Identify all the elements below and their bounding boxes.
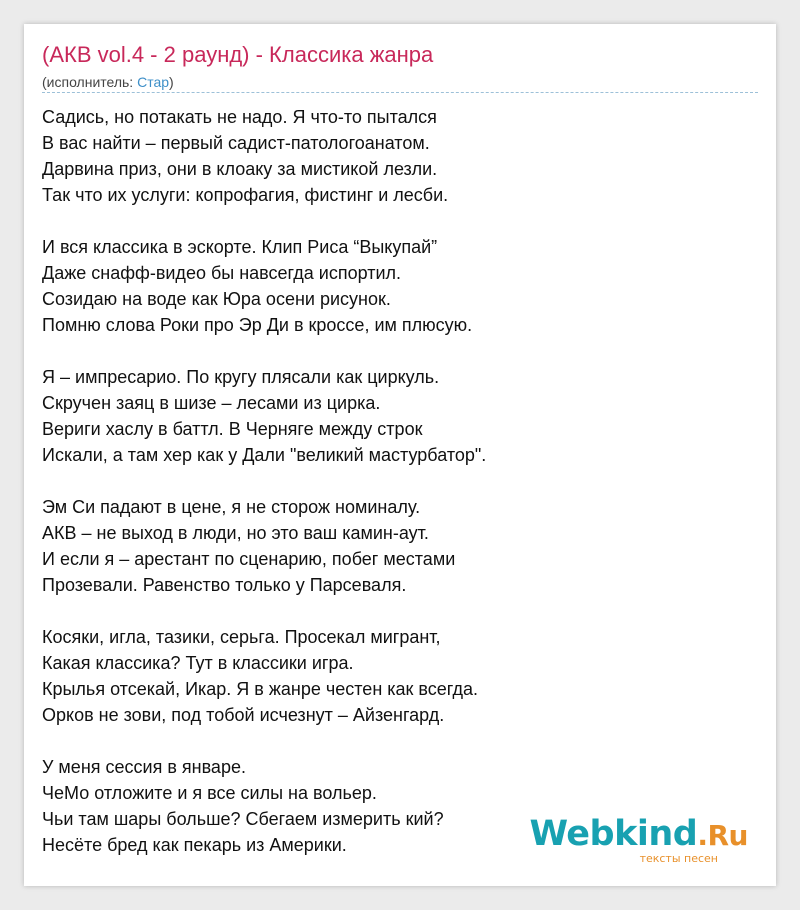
brand-logo: [529, 816, 748, 854]
byline-suffix: ): [169, 74, 174, 90]
lyric-line: И вся классика в эскорте. Клип Риса “Выкупай”: [42, 237, 438, 257]
lyric-line: Садись, но потакать не надо. Я что-то пытался: [42, 107, 437, 127]
lyric-line: Даже снафф-видео бы навсегда испортил.: [42, 263, 402, 283]
site-watermark: [529, 816, 748, 864]
lyric-line: Крылья отсекай, Икар. Я в жанре честен как всегда.: [42, 679, 479, 699]
stanza: [42, 104, 752, 208]
lyric-line: Созидаю на воде как Юра осени рисунок.: [42, 289, 391, 309]
byline-prefix: (исполнитель:: [42, 74, 138, 90]
lyric-line: В вас найти – первый садист-патологоанатом.: [42, 133, 430, 153]
artist-link[interactable]: Стар: [137, 74, 170, 90]
lyric-line: У меня сессия в январе.: [42, 757, 246, 777]
lyric-line: Эм Си падают в цене, я не сторож номиналу.: [42, 497, 421, 517]
lyric-line: И если я – арестант по сценарию, побег местами: [42, 549, 456, 569]
lyric-line: Несёте бред как пекарь из Америки.: [42, 835, 347, 855]
lyric-line: Чьи там шары больше? Сбегаем измерить кий?: [42, 809, 444, 829]
lyric-line: Помню слова Роки про Эр Ди в кроссе, им плюсую.: [42, 315, 473, 335]
dashed-divider: [42, 92, 758, 93]
lyric-line: Так что их услуги: копрофагия, фистинг и лесби.: [42, 185, 449, 205]
lyric-line: Косяки, игла, тазики, серьга. Просекал мигрант,: [42, 627, 441, 647]
brand-name: Webkind: [529, 814, 698, 854]
lyrics-card: [24, 24, 776, 886]
brand-tagline: тексты песен: [639, 852, 718, 865]
lyric-line: ЧеМо отложите и я все силы на вольер.: [42, 783, 377, 803]
stanza: [42, 234, 752, 338]
stanza: [42, 624, 752, 728]
lyrics-body: [42, 104, 752, 884]
lyric-line: Скручен заяц в шизе – лесами из цирка.: [42, 393, 381, 413]
lyric-line: АКВ – не выход в люди, но это ваш камин-аут.: [42, 523, 429, 543]
lyric-line: Искали, а там хер как у Дали "великий мастурбатор".: [42, 445, 487, 465]
brand-tld: .Ru: [697, 819, 748, 852]
lyric-line: Дарвина приз, они в клоаку за мистикой лезли.: [42, 159, 438, 179]
lyric-line: Вериги хаслу в баттл. В Черняге между строк: [42, 419, 423, 439]
byline: [42, 74, 174, 90]
song-title: (АКВ vol.4 - 2 раунд) - Классика жанра: [42, 42, 434, 67]
stanza: [42, 364, 752, 468]
lyric-line: Какая классика? Тут в классики игра.: [42, 653, 354, 673]
lyric-line: Орков не зови, под тобой исчезнут – Айзенгард.: [42, 705, 445, 725]
lyric-line: Я – импресарио. По кругу плясали как циркуль.: [42, 367, 440, 387]
stanza: [42, 494, 752, 598]
lyric-line: Прозевали. Равенство только у Парсеваля.: [42, 575, 407, 595]
